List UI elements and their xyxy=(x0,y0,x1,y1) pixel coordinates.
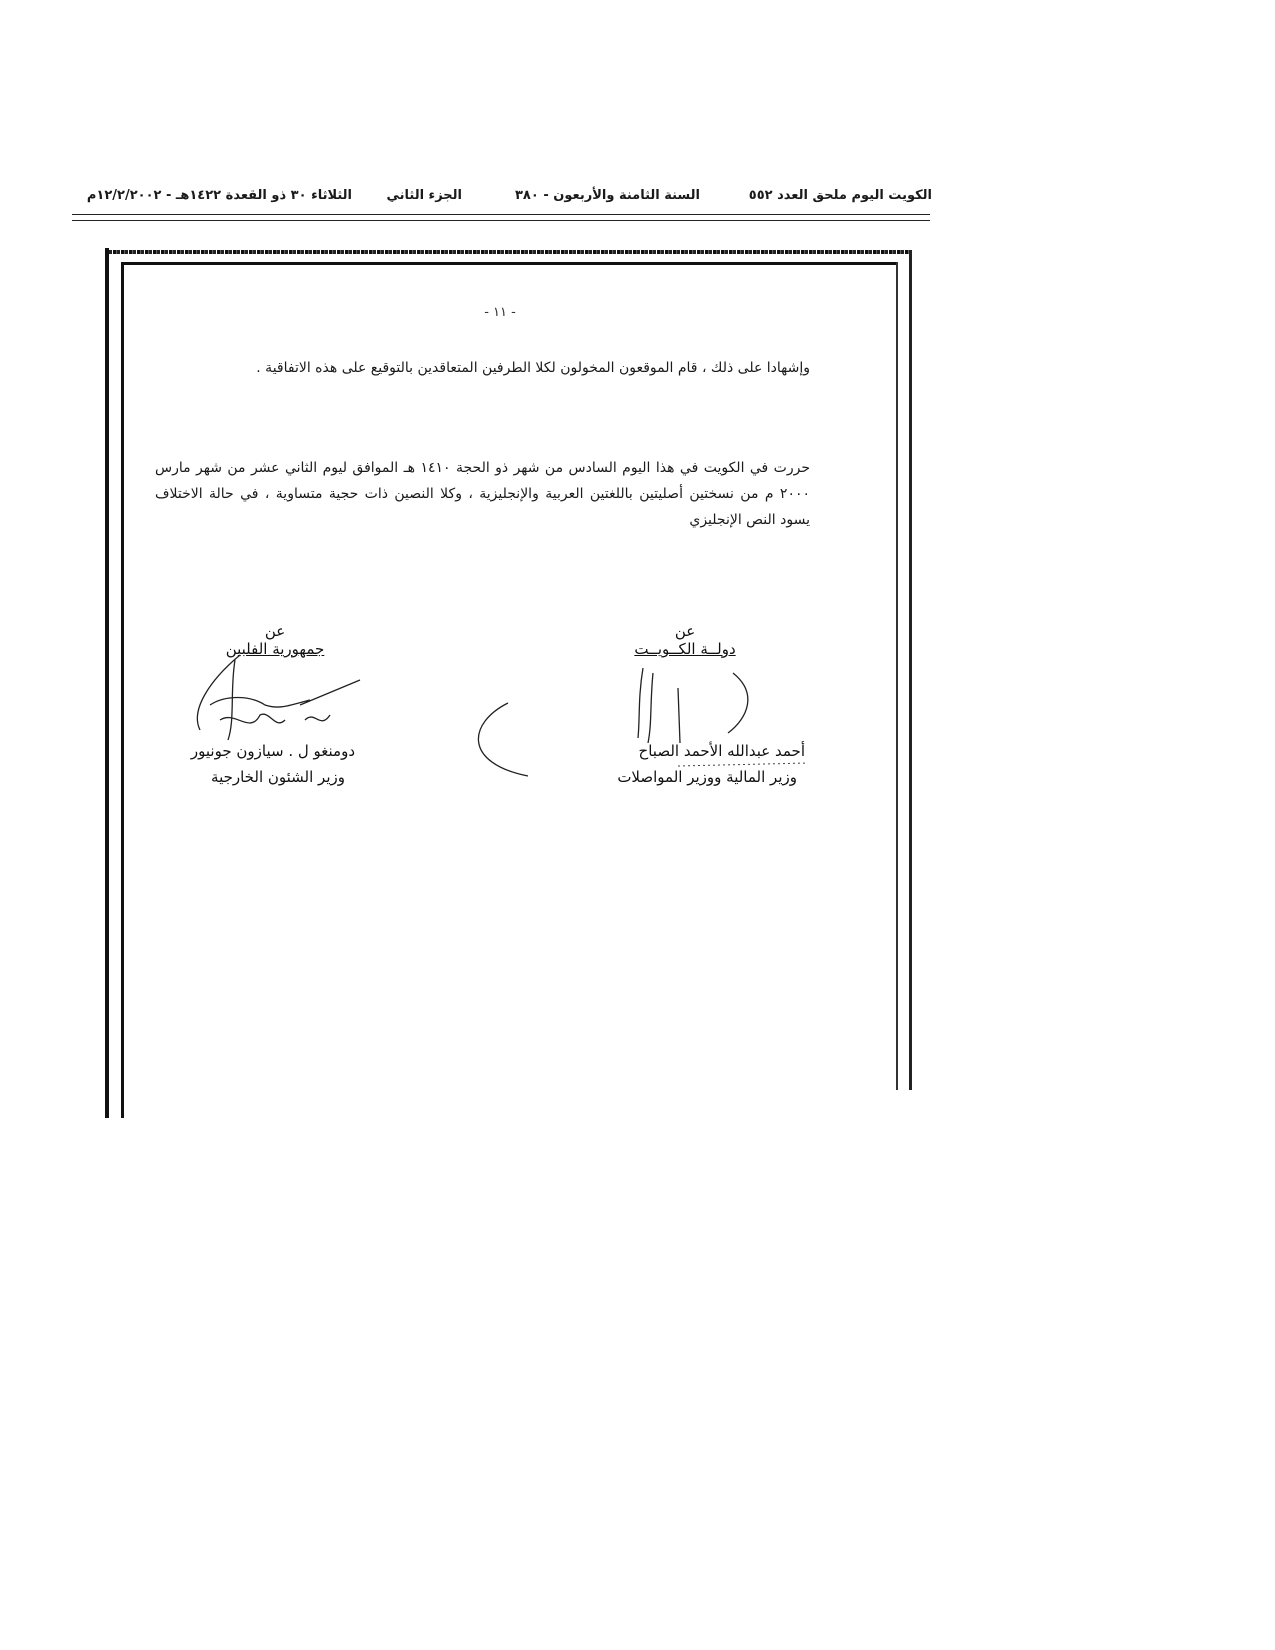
header-publication: الكويت اليوم ملحق العدد ٥٥٢ xyxy=(748,188,932,203)
page-number: - ١١ - xyxy=(484,305,516,320)
kuwait-signatory-name: أحمد عبدالله الأحمد الصباح xyxy=(638,742,805,760)
frame-left-inner-border xyxy=(121,262,124,1118)
header-year: السنة الثامنة والأربعون - ٣٨٠ xyxy=(515,188,700,203)
paragraph-witness: وإشهادا على ذلك ، قام الموقعون المخولون لكلا الطرفين المتعاقدين بالتوقيع على هذه الاتفاقية . xyxy=(256,360,810,376)
philippines-signatory-title: وزير الشئون الخارجية xyxy=(211,768,345,786)
header-rule-bottom xyxy=(72,220,930,221)
country-name: دولــة الكــويــت xyxy=(634,640,736,658)
frame-right-inner-border xyxy=(896,262,898,1090)
frame-left-border xyxy=(105,248,109,1118)
paragraph-done-at: حررت في الكويت في هذا اليوم السادس من شهر ذو الحجة ١٤١٠ هـ الموافق ليوم الثاني عشر من شهر مارس ٢٠٠٠ م من نسختين أصليتين باللغتين العربية والإنجليزية ، وكلا النصين ذات حجية متساوية ، في حالة الاختلاف يسود النص الإنجليزي xyxy=(155,460,810,528)
page-header xyxy=(70,188,932,210)
frame-top-inner-border xyxy=(121,262,898,265)
on-behalf-label: عن xyxy=(264,622,286,640)
frame-right-border xyxy=(909,250,912,1090)
header-date: الثلاثاء ٣٠ ذو القعدة ١٤٢٢هـ - ١٢/٢/٢٠٠٢م xyxy=(86,188,352,203)
header-rule-top xyxy=(72,214,930,215)
country-name: جمهورية الفلبين xyxy=(225,640,325,658)
on-behalf-label: عن xyxy=(674,622,696,640)
philippines-signature xyxy=(180,650,380,750)
header-part: الجزء الثاني xyxy=(386,188,462,203)
kuwait-signatory-title: وزير المالية ووزير المواصلات xyxy=(617,768,797,786)
philippines-signatory-name: دومنغو ل . سيازون جونيور xyxy=(190,742,355,760)
signatory-kuwait-header xyxy=(610,622,760,658)
frame-top-border xyxy=(105,250,911,254)
